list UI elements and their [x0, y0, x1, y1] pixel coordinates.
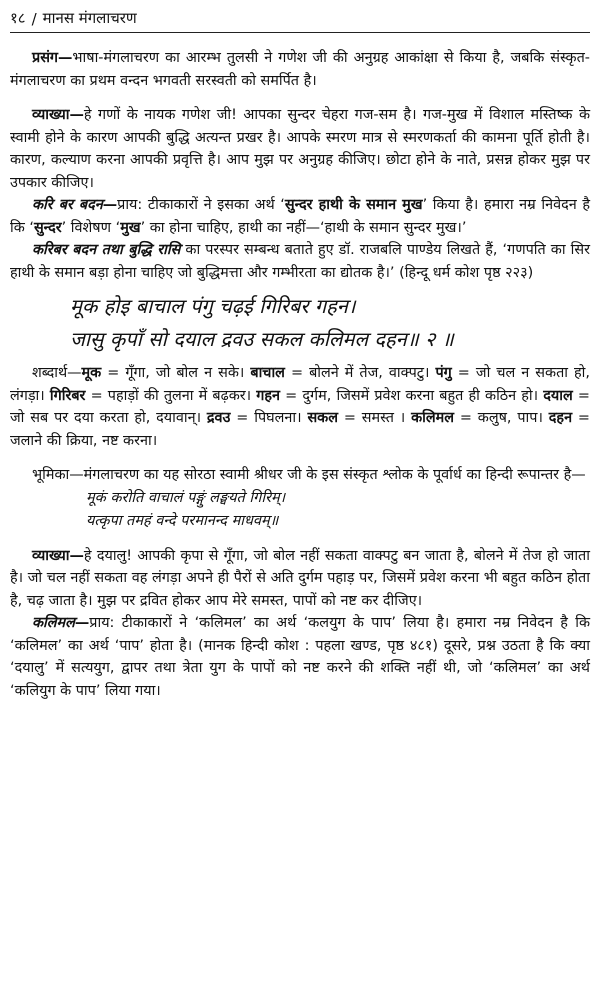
- prasang-text: भाषा-मंगलाचरण का आरम्भ तुलसी ने गणेश जी की अनुग्रह आकांक्षा से किया है, जबकि संस्कृत-मंगलाचरण का प्रथम वन्दन भगवती सरस्वती को समर्पित है।: [10, 50, 590, 89]
- kari-text-2: ’ किया है। हमारा नम्र निवेदन है कि ‘: [10, 197, 590, 236]
- vyakhya-dash-1: —: [69, 107, 84, 123]
- page-number: १८: [10, 9, 26, 27]
- gloss-word: दयाल: [543, 387, 573, 404]
- gloss-meaning: = समस्त ।: [337, 410, 412, 426]
- kari-quote-2: सुन्दर: [33, 219, 62, 236]
- gloss-word: कलिमल: [411, 410, 455, 426]
- gloss-meaning: = पिघलना।: [230, 410, 308, 426]
- kari-quote-1: सुन्दर हाथी के समान मुख: [284, 197, 423, 213]
- verse-line-2: जासु कृपाँ सो दयाल द्रवउ सकल कलिमल दहन॥ २ ॥: [70, 327, 454, 351]
- running-title: मानस मंगलाचरण: [42, 9, 137, 27]
- bhumika-paragraph: [10, 464, 590, 487]
- gloss-word: बाचाल: [250, 365, 285, 381]
- vyakhya-label-2: व्याख्या: [32, 547, 70, 564]
- karibar-note-label: करिबर बदन तथा बुद्धि रासि: [32, 242, 181, 258]
- kalimal-dash: —: [74, 615, 90, 631]
- kari-bar-badan-dash: —: [102, 197, 118, 213]
- vyakhya-dash-2: —: [69, 547, 84, 564]
- bhumika-label: भूमिका: [32, 467, 70, 483]
- gloss-meaning: = दुर्गम, जिसमें प्रवेश करना बहुत ही कठिन हो।: [280, 387, 544, 404]
- karibar-note-paragraph: [10, 239, 590, 284]
- gloss-meaning: = पहाड़ों की तुलना में बढ़कर।: [85, 387, 257, 404]
- vyakhya-paragraph-2: [10, 545, 590, 613]
- page-header: [10, 4, 590, 28]
- prasang-dash: —: [58, 50, 73, 66]
- karibar-note-text: का परस्पर सम्बन्ध बताते हुए डॉ. राजबलि पाण्डेय लिखते हैं, ‘गणपति का सिर हाथी के समान बड़ा होना चाहिए जो बुद्धिमत्ता और गम्भीरता का द्योतक है।’ (हिन्दू धर्म कोश पृष्ठ २२३): [10, 242, 590, 281]
- gloss-meaning: = जो चल न सकता हो, लंगड़ा।: [10, 365, 590, 404]
- verse-line-1: मूक होइ बाचाल पंगु चढ़ई गिरिबर गहन।: [70, 294, 356, 318]
- shabdarth-paragraph: [10, 362, 590, 452]
- kari-text-1: प्राय: टीकाकारों ने इसका अर्थ ‘: [117, 197, 285, 213]
- kalimal-label: कलिमल: [32, 615, 75, 631]
- bhumika-dash: —: [69, 467, 84, 483]
- vyakhya-label-1: व्याख्या: [32, 107, 70, 123]
- shabdarth-label: शब्दार्थ: [32, 365, 68, 381]
- kari-bar-badan-paragraph: [10, 194, 590, 239]
- gloss-meaning: = गूँगा, जो बोल न सके।: [101, 365, 251, 381]
- sloka-line-2: यत्कृपा तमहं वन्दे परमानन्द माधवम्॥: [86, 512, 279, 529]
- prasang-label: प्रसंग: [32, 50, 59, 66]
- kari-text-4: ’ का होना चाहिए, हाथी का नहीं—‘हाथी के समान सुन्दर मुख।’: [140, 219, 467, 236]
- gloss-word: पंगु: [435, 365, 452, 381]
- gloss-word: मूक: [81, 365, 102, 381]
- gloss-word: द्रवउ: [206, 410, 231, 426]
- prasang-paragraph: [10, 47, 590, 92]
- kalimal-text: प्राय: टीकाकारों ने ‘कलिमल’ का अर्थ ‘कलयुग के पाप’ लिया है। हमारा नम्र निवेदन है कि ‘कलिमल’ का अर्थ ‘पाप’ होता है। (मानक हिन्दी कोश : पहला खण्ड, पृष्ठ ४८१) दूसरे, प्रश्न उठता है कि क्या ‘दयालु’ में सत्ययुग, द्वापर तथा त्रेता युग के पापों को नष्ट करने की शक्ति नहीं थी, जो ‘कलिमल’ का अर्थ ‘कलियुग के पाप’ लिया गया।: [10, 615, 590, 699]
- vyakhya-text-1: हे गणों के नायक गणेश जी! आपका सुन्दर चेहरा गज-सम है। गज-मुख में विशाल मस्तिष्क के स्वामी होने के कारण आपकी बुद्धि अत्यन्त प्रखर है। आपके स्मरण मात्र से स्मरणकर्ता की कामना पूर्ति होती है। कारण, कल्याण करना आपकी प्रवृत्ति है। आप मुझ पर अनुग्रह कीजिए। छोटा होने के नाते, प्रसन्न होकर मुझ पर उपकार कीजिए।: [10, 107, 590, 191]
- gloss-meaning: = जो सब पर दया करता हो, दयावान्।: [10, 387, 590, 426]
- kari-bar-badan-label: करि बर बदन: [32, 197, 103, 213]
- gloss-meaning: = कलुष, पाप।: [454, 410, 549, 426]
- shabdarth-dash: —: [67, 365, 82, 381]
- kari-quote-3: मुख: [120, 219, 141, 236]
- kari-text-3: ’ विशेषण ‘: [61, 219, 121, 236]
- kalimal-paragraph: [10, 612, 590, 702]
- gloss-word: गहन: [256, 387, 281, 404]
- gloss-word: गिरिबर: [49, 387, 86, 404]
- sanskrit-sloka: [10, 487, 590, 533]
- verse-block: [10, 290, 590, 356]
- bhumika-text: मंगलाचरण का यह सोरठा स्वामी श्रीधर जी के इस संस्कृत श्लोक के पूर्वार्ध का हिन्दी रूपान्तर है—: [83, 467, 586, 483]
- gloss-meaning: = जलाने की क्रिया, नष्ट करना।: [10, 410, 590, 449]
- vyakhya-text-2: हे दयालु! आपकी कृपा से गूँगा, जो बोल नहीं सकता वाक्पटु बन जाता है, बोलने में तेज हो जाता है। जो चल नहीं सकता वह लंगड़ा अपने ही पैरों से अति दुर्गम पहाड़ पर, जिसमें प्रवेश करना भी बहुत कठिन होता है, चढ़ जाता है। मुझ पर द्रवित होकर आप मेरे समस्त, पापों को नष्ट कर दीजिए।: [10, 547, 590, 609]
- gloss-word: सकल: [307, 410, 338, 426]
- header-separator: /: [31, 10, 37, 28]
- sloka-line-1: मूकं करोति वाचालं पङ्गुं लङ्घयते गिरिम्।: [86, 489, 286, 506]
- gloss-word: दहन: [548, 410, 573, 426]
- vyakhya-paragraph-1: [10, 104, 590, 194]
- gloss-meaning: = बोलने में तेज, वाक्पटु।: [284, 365, 436, 381]
